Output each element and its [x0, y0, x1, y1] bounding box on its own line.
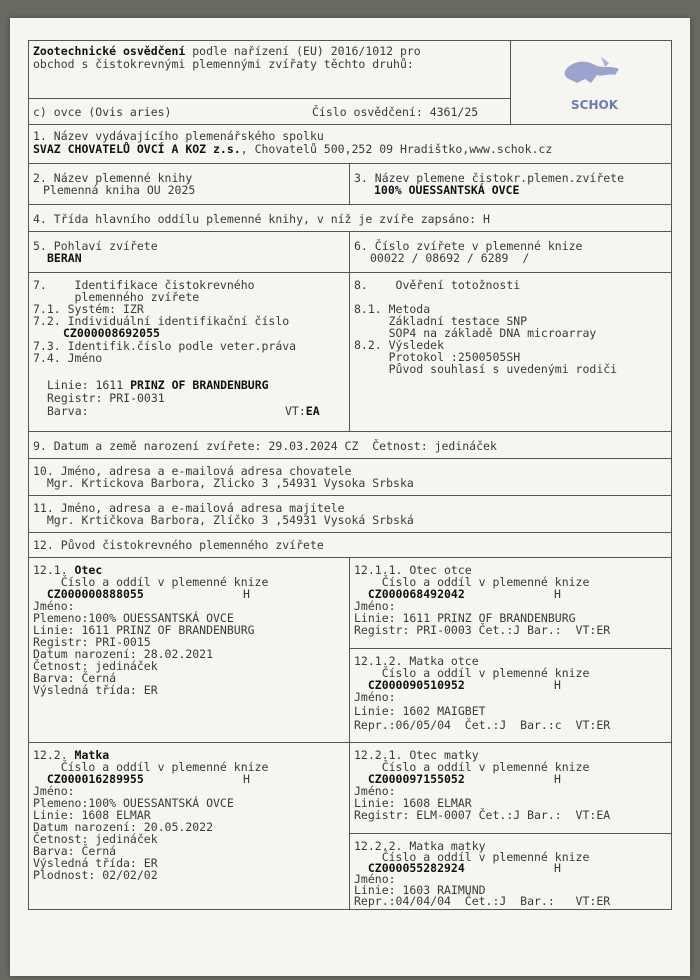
protocol: Protokol :2500505SH: [354, 350, 521, 364]
dam-sire-heading: 12.2.1. Otec matky: [354, 748, 479, 762]
dam-dam-heading: 12.2.2. Matka matky: [354, 839, 486, 853]
owner-label: 11. Jméno, adresa a e-mailová adresa majitele: [33, 501, 345, 515]
individual-id-label: 7.2. Individuální identifikační číslo: [33, 314, 290, 328]
header-cell: [29, 41, 511, 99]
section-5: [29, 231, 350, 273]
animal-color: Barva:: [47, 404, 89, 418]
sire-id: CZ000000888055: [33, 587, 144, 601]
result-label: 8.2. Výsledek: [354, 338, 445, 352]
dam-dam-class: H: [554, 861, 561, 875]
sire-class: H: [243, 587, 250, 601]
section-7-label-2: plemenného zvířete: [33, 290, 200, 304]
section-12: [29, 532, 671, 558]
dam-sire-name: Jméno:: [354, 784, 396, 798]
header-line2: obchod s čistokrevnými plemennými zvířaty těchto druhů:: [33, 57, 414, 71]
individual-id: CZ000008692055: [63, 326, 160, 340]
section-2-label: 2. Název plemenné knihy: [33, 171, 193, 185]
sire-line: Linie: 1611 PRINZ OF BRANDENBURG: [33, 623, 255, 637]
origin-check: Původ souhlasí s uvedenými rodiči: [354, 362, 618, 376]
section-1: [29, 124, 671, 164]
dam-heading: 12.2. Matka: [33, 748, 110, 762]
animal-line: Linie: 1611 PRINZ OF BRANDENBURG: [47, 378, 269, 392]
pedigree-label: 12. Původ čistokrevného plemenného zvířete: [33, 538, 324, 552]
method-line-1: Základní testace SNP: [354, 314, 528, 328]
name-label: 7.4. Jméno: [33, 351, 103, 365]
vet-id-label: 7.3. Identifik.číslo podle veter.práva: [33, 339, 297, 353]
dam-sire-line: Linie: 1608 ELMAR: [354, 796, 472, 810]
dam-born: Datum narození: 20.05.2022: [33, 820, 214, 834]
sire-sire-registr: Registr: PRI-0003 Čet.:J Bar.: VT:ER: [354, 623, 611, 637]
method-line-2: SOP4 na základě DNA microarray: [354, 326, 597, 340]
sire-sire-heading: 12.1.1. Otec otce: [354, 563, 472, 577]
dam-sire-class: H: [554, 772, 561, 786]
dam-breed: Plemeno:100% OUESSANTSKÁ OVCE: [33, 796, 234, 810]
section-7: [29, 272, 350, 432]
dam-book-label: Číslo a oddíl v plemenné knize: [33, 760, 269, 774]
section-9: [29, 431, 671, 459]
sire-sire-cell: [349, 557, 671, 649]
sire-dam-book-label: Číslo a oddíl v plemenné knize: [354, 666, 590, 680]
certificate-frame: [28, 40, 672, 910]
breeder-value: Mgr. Krtickova Barbora, Zlicko 3 ,54931 Vysoka Srbska: [33, 476, 414, 490]
certificate-title: Zootechnické osvědčení podle nařízení (EU) 2016/1012 pro: [33, 44, 421, 58]
section-11: [29, 495, 671, 533]
sire-sire-id: CZ000068492042: [354, 587, 465, 601]
dam-color: Barva: Černá: [33, 844, 117, 858]
sire-dam-class: H: [554, 678, 561, 692]
section-3: [349, 163, 671, 205]
dam-sire-registr: Registr: ELM-0007 Čet.:J Bar.: VT:EA: [354, 808, 611, 822]
animal-vt: VT:EA: [285, 404, 320, 418]
dam-sire-cell: [349, 742, 671, 834]
method-label: 8.1. Metoda: [354, 302, 431, 316]
sire-dam-repr: Repr.:06/05/04 Čet.:J Bar.:c VT:ER: [354, 718, 611, 732]
id-system: 7.1. Systém: IZR: [33, 302, 144, 316]
sire-sire-class: H: [554, 587, 561, 601]
dam-id: CZ000016289955: [33, 772, 144, 786]
section-10: [29, 458, 671, 496]
dam-grade: Výsledná třída: ER: [33, 856, 158, 870]
sire-sire-book-label: Číslo a oddíl v plemenné knize: [354, 575, 590, 589]
sire-dam-heading: 12.1.2. Matka otce: [354, 654, 479, 668]
breeder-label: 10. Jméno, adresa a e-mailová adresa chovatele: [33, 464, 352, 478]
species-cell: [29, 98, 511, 125]
schok-logo-icon: [551, 49, 631, 99]
dam-line: Linie: 1608 ELMAR: [33, 808, 151, 822]
birth-info: 9. Datum a země narození zvířete: 29.03.2024 CZ Četnost: jedináček: [33, 439, 497, 453]
sire-name: Jméno:: [33, 599, 75, 613]
animal-number: 00022 / 08692 / 6289 /: [370, 251, 530, 265]
sire-grade: Výsledná třída: ER: [33, 683, 158, 697]
dam-class: H: [243, 772, 250, 786]
section-3-label: 3. Název plemene čistokr.plemen.zvířete: [354, 171, 625, 185]
dam-dam-id: CZ000055282924: [354, 861, 465, 875]
breed-name: 100% OUESSANTSKÁ OVCE: [374, 183, 520, 197]
dam-sire-book-label: Číslo a oddíl v plemenné knize: [354, 760, 590, 774]
sire-heading: 12.1. Otec: [33, 563, 103, 577]
species: c) ovce (Ovis aries): [33, 105, 172, 119]
sire-book-label: Číslo a oddíl v plemenné knize: [33, 575, 269, 589]
section-7-label: 7. Identifikace čistokrevného: [33, 278, 255, 292]
sire-registr: Registr: PRI-0015: [33, 635, 151, 649]
dam-cell: [29, 742, 350, 909]
section-4: [29, 204, 671, 232]
herdbook-name: Plemenná kniha OU 2025: [43, 183, 196, 197]
logo-text: SCHOK: [571, 98, 618, 112]
sire-breed: Plemeno:100% OUESSANTSKÁ OVCE: [33, 611, 234, 625]
dam-dam-line: Linie: 1603 RAIMUND: [354, 883, 486, 897]
dam-count: Četnost: jedináček: [33, 832, 158, 846]
sex-value: BERAN: [47, 251, 82, 265]
sire-born: Datum narození: 28.02.2021: [33, 647, 214, 661]
certificate-page: [10, 18, 690, 976]
animal-registr: Registr: PRI-0031: [47, 391, 165, 405]
section-4-text: 4. Třída hlavního oddílu plemenné knihy, v níž je zvíře zapsáno: H: [33, 212, 490, 226]
issuing-organization: SVAZ CHOVATELŮ OVCÍ A KOZ z.s., Chovatelů 500,252 09 Hradištko,www.schok.cz: [33, 142, 553, 156]
sire-color: Barva: Černá: [33, 671, 117, 685]
dam-dam-cell: [349, 833, 671, 909]
dam-name: Jméno:: [33, 784, 75, 798]
sire-sire-line: Linie: 1611 PRINZ OF BRANDENBURG: [354, 611, 576, 625]
dam-sire-id: CZ000097155052: [354, 772, 465, 786]
section-1-label: 1. Název vydávajícího plemenářského spolku: [33, 129, 324, 143]
sire-dam-name: Jméno:: [354, 690, 396, 704]
sire-dam-line: Linie: 1602 MAIGBET: [354, 704, 486, 718]
section-5-label: 5. Pohlaví zvířete: [33, 239, 158, 253]
owner-value: Mgr. Krtičkova Barbora, Zlíčko 3 ,54931 Vysoká Srbská: [33, 513, 414, 527]
section-8-label: 8. Ověření totožnosti: [354, 278, 521, 292]
sire-cell: [29, 557, 350, 743]
logo-cell: [510, 41, 671, 125]
section-8: [349, 272, 671, 432]
sire-dam-id: CZ000090510952: [354, 678, 465, 692]
dam-dam-name: Jméno:: [354, 872, 396, 886]
certificate-number: Číslo osvědčení: 4361/25: [312, 105, 479, 119]
sire-count: Četnost: jedináček: [33, 659, 158, 673]
dam-dam-book-label: Číslo a oddíl v plemenné knize: [354, 850, 590, 864]
section-2: [29, 163, 350, 205]
section-6-label: 6. Číslo zvířete v plemenné knize: [354, 239, 583, 253]
sire-dam-cell: [349, 648, 671, 743]
section-6: [349, 231, 671, 273]
sire-sire-name: Jméno:: [354, 599, 396, 613]
dam-fertility: Plodnost: 02/02/02: [33, 868, 158, 882]
dam-dam-repr: Repr.:04/04/04 Čet.:J Bar.: VT:ER: [354, 894, 611, 908]
